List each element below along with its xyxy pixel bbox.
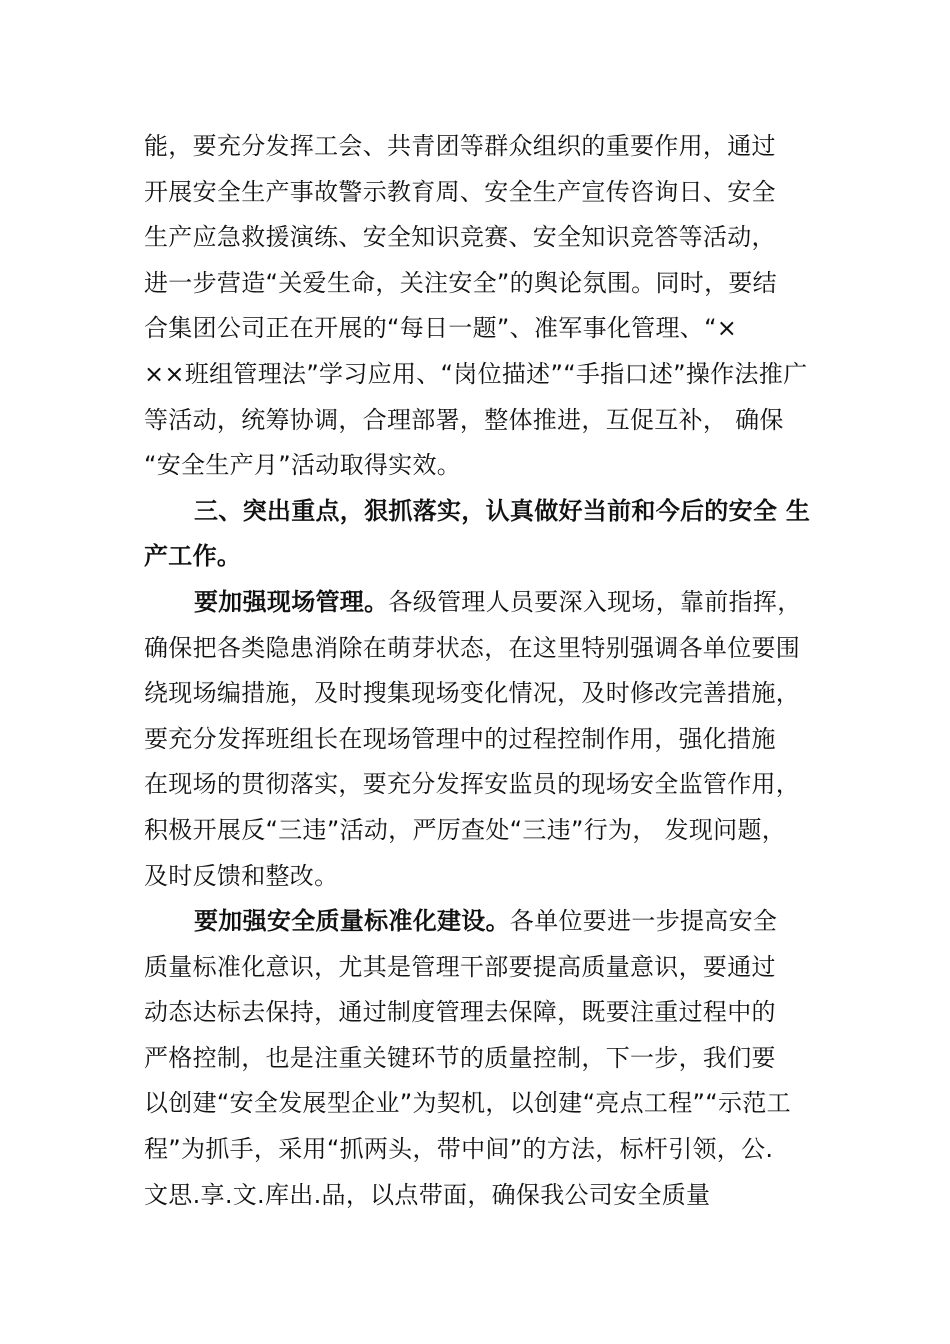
- paragraph-lead: 要加强现场管理。: [194, 587, 389, 616]
- text-line: 程”为抓手，采用“抓两头，带中间”的方法，标杆引领，公.: [144, 1135, 774, 1164]
- paragraph-continuation: [144, 124, 824, 489]
- text-line: “安全生产月”活动取得实效。: [144, 451, 462, 480]
- text-line: 要充分发挥班组长在现场管理中的过程控制作用，强化措施: [144, 724, 776, 753]
- text-line: 能，要充分发挥工会、共青团等群众组织的重要作用，通过: [144, 132, 776, 160]
- text-line: 以创建“安全发展型企业”为契机，以创建“亮点工程”“示范工: [144, 1089, 791, 1118]
- section-heading-line: 产工作。: [144, 542, 242, 571]
- paragraph-lead-rest: 各单位要进一步提高安全: [509, 907, 778, 936]
- paragraph-site-management: [144, 580, 824, 899]
- text-line: ××班组管理法”学习应用、“岗位描述”“手指口述”操作法推广: [144, 359, 808, 388]
- text-line: 文思.享.文.库出.品，以点带面，确保我公司安全质量: [144, 1180, 711, 1209]
- text-line: 动态达标去保持，通过制度管理去保障，既要注重过程中的: [144, 998, 776, 1027]
- section-heading: [144, 489, 824, 580]
- text-line: 绕现场编措施，及时搜集现场变化情况，及时修改完善措施，: [144, 679, 801, 708]
- text-line: 质量标准化意识，尤其是管理干部要提高质量意识，要通过: [144, 952, 776, 981]
- paragraph-quality-standardization: [144, 899, 824, 1218]
- text-line: 等活动，统筹协调，合理部署，整体推进，互促互补， 确保: [144, 405, 784, 434]
- paragraph-first-line: [144, 899, 824, 945]
- text-line: 及时反馈和整改。: [144, 861, 339, 890]
- text-line: 生产应急救援演练、安全知识竞赛、安全知识竞答等活动，: [144, 223, 776, 252]
- document-body: [144, 124, 824, 1218]
- text-line: 确保把各类隐患消除在萌芽状态，在这里特别强调各单位要围: [144, 633, 801, 662]
- paragraph-lead-rest: 各级管理人员要深入现场，靠前指挥，: [388, 587, 802, 616]
- text-line: 进一步营造“关爱生命，关注安全”的舆论氛围。同时，要结: [144, 268, 777, 297]
- paragraph-lead: 要加强安全质量标准化建设。: [194, 907, 510, 936]
- text-line: 合集团公司正在开展的“每日一题”、准军事化管理、“×: [144, 314, 738, 343]
- text-line: 在现场的贯彻落实，要充分发挥安监员的现场安全监管作用，: [144, 770, 801, 799]
- section-heading-line: 三、突出重点，狠抓落实，认真做好当前和今后的安全 生: [194, 496, 811, 525]
- paragraph-first-line: [144, 580, 824, 626]
- text-line: 开展安全生产事故警示教育周、安全生产宣传咨询日、安全: [144, 177, 776, 206]
- text-line: 积极开展反“三违”活动，严厉查处“三违”行为， 发现问题，: [144, 815, 787, 844]
- text-line: 严格控制，也是注重关键环节的质量控制，下一步，我们要: [144, 1043, 776, 1072]
